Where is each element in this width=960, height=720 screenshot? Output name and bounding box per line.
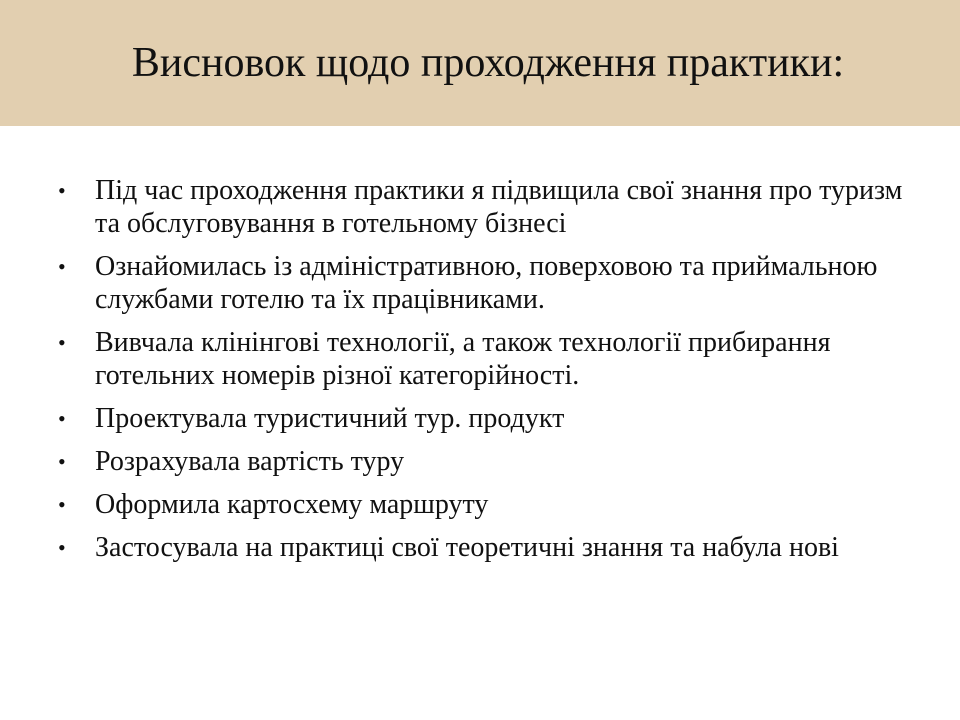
- bullet-item: [58, 531, 918, 564]
- bullet-text: Оформила картосхему маршруту: [95, 489, 489, 520]
- bullet-icon: •: [58, 535, 66, 560]
- bullet-icon: •: [58, 492, 66, 517]
- bullet-text: Вивчала клінінгові технології, а також технології прибирання готельних номерів різної категорійності.: [95, 327, 831, 391]
- bullet-text: Проектувала туристичний тур. продукт: [95, 403, 565, 434]
- bullet-text: Розрахувала вартість туру: [95, 446, 405, 477]
- bullet-icon: •: [58, 406, 66, 431]
- bullet-text: Під час проходження практики я підвищила свої знання про туризм та обслуговування в готельному бізнесі: [95, 175, 903, 239]
- slide-title: Висновок щодо проходження практики:: [131, 40, 845, 86]
- bullet-item: [58, 250, 918, 316]
- bullet-text: Застосувала на практиці свої теоретичні знання та набула нові: [95, 532, 839, 563]
- bullet-icon: •: [58, 254, 66, 279]
- bullet-item: [58, 488, 918, 521]
- title-band: [0, 0, 960, 126]
- bullet-item: [58, 174, 918, 240]
- bullet-item: [58, 326, 918, 392]
- bullet-icon: •: [58, 449, 66, 474]
- bullet-text: Ознайомилась із адміністративною, поверховою та приймальною службами готелю та їх працівниками.: [95, 251, 878, 315]
- bullet-item: [58, 402, 918, 435]
- bullet-icon: •: [58, 330, 66, 355]
- bullet-list: [58, 174, 918, 574]
- bullet-icon: •: [58, 178, 66, 203]
- bullet-item: [58, 445, 918, 478]
